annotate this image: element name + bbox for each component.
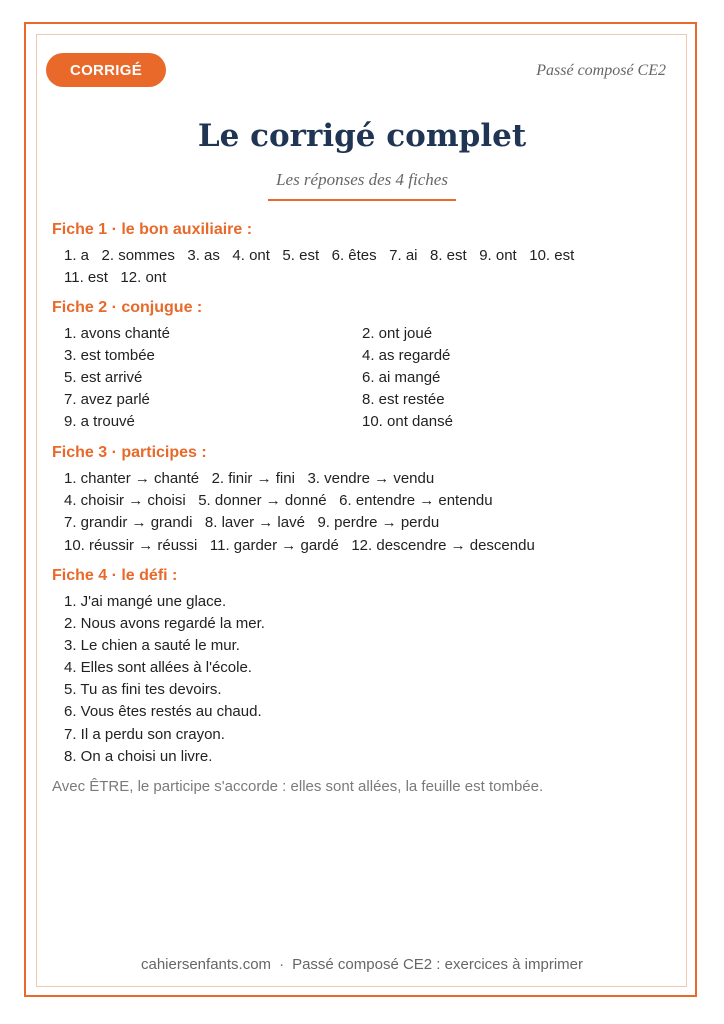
fiche4-line: 3. Le chien a sauté le mur. [64, 637, 240, 654]
fiche2-answer: 3. est tombée [64, 347, 155, 364]
footer-site: cahiersenfants.com [140, 956, 272, 973]
fiche2-answer: 9. a trouvé [64, 413, 135, 430]
fiche4-heading: Fiche 4 · le défi : [52, 567, 178, 584]
page-footer [0, 956, 724, 973]
fiche2-heading: Fiche 2 · conjugue : [52, 299, 203, 316]
fiche4-line: 7. Il a perdu son crayon. [64, 726, 225, 743]
worksheet-topic: Passé composé CE2 [536, 62, 666, 79]
fiche3-line: 1. chanter → chanté 2. finir → fini 3. vendre → vendu [64, 470, 435, 487]
footer-separator: · [279, 956, 285, 973]
fiche2-answer: 7. avez parlé [64, 391, 150, 408]
fiche1-line: 1. a 2. sommes 3. as 4. ont 5. est 6. êtes 7. ai 8. est 9. ont 10. est [64, 247, 575, 264]
fiche2-answer: 8. est restée [362, 391, 445, 408]
fiche2-answer: 10. ont dansé [362, 413, 453, 430]
fiche4-line: 6. Vous êtes restés au chaud. [64, 703, 262, 720]
fiche1-line: 11. est 12. ont [64, 269, 167, 286]
footer-text: Passé composé CE2 : exercices à imprimer [292, 956, 583, 973]
fiche1-heading: Fiche 1 · le bon auxiliaire : [52, 221, 253, 238]
page-title: Le corrigé complet [197, 118, 527, 154]
fiche3-heading: Fiche 3 · participes : [52, 444, 207, 461]
fiche2-answer: 4. as regardé [362, 347, 451, 364]
page-subtitle: Les réponses des 4 fiches [276, 170, 448, 189]
fiche3-line: 4. choisir → choisi 5. donner → donné 6. entendre → entendu [64, 492, 493, 509]
fiche4-line: 2. Nous avons regardé la mer. [64, 615, 265, 632]
corrige-badge: CORRIGÉ [46, 53, 166, 87]
title-underline [268, 199, 456, 201]
fiche2-answer: 1. avons chanté [64, 325, 170, 342]
fiche4-line: 8. On a choisi un livre. [64, 748, 213, 765]
fiche2-answer: 5. est arrivé [64, 369, 143, 386]
fiche4-line: 5. Tu as fini tes devoirs. [64, 681, 222, 698]
fiche2-answer: 2. ont joué [362, 325, 433, 342]
fiche4-line: 1. J'ai mangé une glace. [64, 593, 227, 610]
grammar-note: Avec ÊTRE, le participe s'accorde : elles sont allées, la feuille est tombée. [52, 778, 544, 795]
fiche3-line: 10. réussir → réussi 11. garder → gardé 12. descendre → descendu [64, 537, 535, 554]
fiche3-line: 7. grandir → grandi 8. laver → lavé 9. perdre → perdu [64, 514, 440, 531]
fiche2-answer: 6. ai mangé [362, 369, 441, 386]
fiche4-line: 4. Elles sont allées à l'école. [64, 659, 252, 676]
